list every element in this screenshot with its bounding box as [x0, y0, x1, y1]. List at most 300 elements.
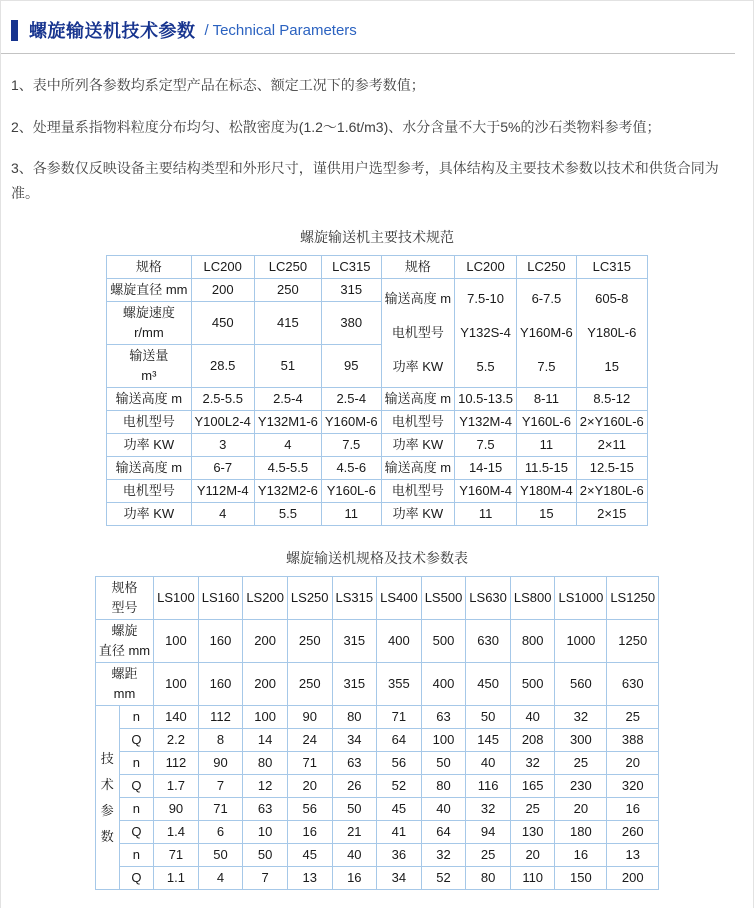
cell-line: 螺旋	[111, 623, 138, 638]
column-header	[607, 577, 659, 620]
cell-line: 355	[388, 676, 410, 691]
table-cell	[198, 706, 243, 729]
cell-line: 560	[570, 676, 592, 691]
cell-line: 250	[298, 633, 321, 648]
cell-line: 94	[480, 824, 496, 839]
table-cell	[198, 821, 243, 844]
sub-label	[119, 867, 153, 890]
cell-line: 技	[100, 750, 114, 766]
table-cell	[466, 620, 511, 663]
cell-line: 2.5-4	[273, 391, 303, 406]
table-row	[95, 729, 658, 752]
table-cell	[243, 844, 288, 867]
table-cell	[321, 434, 381, 457]
cell-line: 1250	[618, 633, 648, 648]
table-cell	[332, 821, 377, 844]
cell-line: 16	[302, 824, 317, 839]
cell-line: 26	[347, 778, 362, 793]
cell-line: 52	[391, 778, 407, 793]
table-cell	[576, 457, 647, 480]
table-cell	[466, 867, 511, 890]
cell-line: 电机型号	[122, 483, 175, 498]
table-cell	[576, 503, 647, 526]
cell-line: 功率 KW	[123, 437, 175, 452]
cell-line: 规格	[111, 580, 138, 595]
cell-line: 145	[477, 732, 499, 747]
cell-line: 50	[480, 709, 496, 724]
table-cell	[377, 752, 422, 775]
cell-line: 11	[344, 506, 359, 521]
cell-line: 165	[521, 778, 544, 793]
cell-line: 500	[521, 676, 544, 691]
table-cell	[455, 503, 517, 526]
cell-line: 4.5-6	[336, 460, 367, 475]
table-row	[107, 279, 648, 302]
table-cell	[455, 434, 517, 457]
cell-line: 450	[477, 676, 499, 691]
table-cell	[254, 434, 321, 457]
row-label	[107, 480, 191, 503]
cell-line: 64	[391, 732, 407, 747]
cell-line: 13	[302, 870, 317, 885]
row-label	[381, 388, 454, 411]
table-cell	[191, 388, 254, 411]
table-cell	[377, 706, 422, 729]
cell-line: 450	[211, 315, 234, 330]
cell-line: 64	[436, 824, 451, 839]
table-cell	[377, 620, 422, 663]
cell-line: 45	[391, 801, 407, 816]
table-cell	[555, 844, 607, 867]
note-item: 2、处理量系指物料粒度分布均匀、松散密度为(1.2～1.6t/m3)、水分含量不大于5%的沙石类物料参考值；	[11, 118, 661, 135]
table-cell	[321, 457, 381, 480]
table1-title: 螺旋输送机主要技术规范	[300, 229, 454, 245]
table-cell	[510, 798, 555, 821]
table-row	[107, 434, 648, 457]
params-table	[95, 576, 659, 890]
cell-line: 80	[480, 870, 496, 885]
cell-line: 40	[436, 801, 451, 816]
cell-line: Y180L-6	[587, 325, 637, 340]
cell-line: 16	[625, 801, 640, 816]
cell-line: 直径 mm	[98, 643, 151, 658]
cell-line: 15	[604, 359, 619, 374]
table-cell	[243, 752, 288, 775]
cell-line: 20	[302, 778, 317, 793]
table-cell	[466, 663, 511, 706]
table-cell	[555, 752, 607, 775]
cell-line: n	[132, 847, 141, 862]
table-cell	[154, 844, 199, 867]
column-header	[576, 256, 647, 279]
row-label	[381, 503, 454, 526]
cell-line: 71	[302, 755, 317, 770]
table-cell	[466, 729, 511, 752]
cell-line: 规格	[404, 259, 431, 274]
cell-line: 400	[432, 676, 455, 691]
table-cell	[576, 411, 647, 434]
table-cell	[321, 345, 381, 388]
row-label	[107, 503, 191, 526]
table-cell	[510, 752, 555, 775]
cell-line: 电机型号	[391, 325, 444, 340]
cell-line: 1.4	[166, 824, 185, 839]
cell-line: 110	[522, 870, 544, 885]
table-cell	[254, 345, 321, 388]
cell-line: 388	[621, 732, 644, 747]
cell-line: 5.5	[476, 359, 495, 374]
table-cell	[510, 844, 555, 867]
column-header	[510, 577, 555, 620]
row-label	[381, 434, 454, 457]
table-cell	[254, 457, 321, 480]
cell-line: 21	[347, 824, 362, 839]
cell-line: 100	[165, 676, 187, 691]
table-cell	[332, 706, 377, 729]
cell-line: 90	[302, 709, 317, 724]
cell-line: 112	[210, 709, 231, 724]
table-cell	[254, 302, 321, 345]
table-cell	[555, 663, 607, 706]
cell-line: 1.1	[166, 870, 185, 885]
cell-line: m³	[141, 368, 157, 383]
cell-line: Y180M-4	[520, 483, 573, 498]
cell-line: 25	[525, 801, 540, 816]
cell-line: 电机型号	[391, 483, 444, 498]
cell-line: 6	[216, 824, 225, 839]
table-cell	[243, 620, 288, 663]
table-cell	[154, 752, 199, 775]
cell-line: 63	[257, 801, 273, 816]
cell-line: 术	[100, 776, 114, 792]
cell-line: 100	[432, 732, 455, 747]
table-cell	[510, 663, 555, 706]
cell-line: Y160L-6	[326, 483, 376, 498]
table-cell	[421, 663, 466, 706]
cell-line: 1.7	[166, 778, 185, 793]
column-header	[381, 256, 454, 279]
cell-line: 2.5-5.5	[202, 391, 243, 406]
cell-line: 300	[570, 732, 592, 747]
table-cell	[191, 480, 254, 503]
table-cell	[421, 729, 466, 752]
column-header	[287, 577, 332, 620]
table-cell	[466, 775, 511, 798]
cell-line: 160	[209, 633, 232, 648]
cell-line: 415	[277, 315, 299, 330]
sub-label	[119, 729, 153, 752]
table-cell	[607, 752, 659, 775]
cell-line: 80	[436, 778, 451, 793]
cell-line: LS800	[513, 590, 552, 605]
table-cell	[287, 821, 332, 844]
column-header	[466, 577, 511, 620]
cell-line: 34	[347, 732, 362, 747]
table-cell	[198, 844, 243, 867]
cell-line: LS1000	[558, 590, 604, 605]
cell-line: LS200	[246, 590, 284, 605]
cell-line: LC200	[466, 259, 505, 274]
table-cell	[254, 480, 321, 503]
table-row	[95, 775, 658, 798]
cell-line: Y160M-4	[459, 483, 512, 498]
table-cell	[254, 503, 321, 526]
cell-line: 40	[347, 847, 362, 862]
table-cell	[154, 867, 199, 890]
table-cell	[455, 480, 517, 503]
table-cell	[377, 729, 422, 752]
cell-line: 输送量	[129, 348, 169, 363]
cell-line: LC315	[592, 259, 631, 274]
cell-line: Y160M-6	[520, 325, 573, 340]
cell-line: 40	[525, 709, 540, 724]
table-cell	[154, 620, 199, 663]
cell-line: 500	[432, 633, 455, 648]
table-cell	[154, 663, 199, 706]
cell-line: 2×Y160L-6	[579, 414, 644, 429]
cell-line: LC315	[332, 259, 371, 274]
cell-line: 800	[521, 633, 544, 648]
table-row	[95, 821, 658, 844]
cell-line: 13	[625, 847, 640, 862]
table-cell	[555, 798, 607, 821]
table-cell	[377, 821, 422, 844]
table-cell	[555, 620, 607, 663]
cell-line: 功率 KW	[392, 359, 444, 374]
cell-line: 50	[257, 847, 273, 862]
table-cell	[332, 752, 377, 775]
row-label	[107, 345, 191, 388]
column-header	[421, 577, 466, 620]
cell-line: 2×11	[597, 437, 626, 452]
cell-line: 11.5-15	[524, 460, 568, 475]
table-cell	[607, 775, 659, 798]
cell-line: 型号	[111, 600, 138, 615]
cell-line: 260	[621, 824, 644, 839]
table-row	[107, 256, 648, 279]
cell-line: LS160	[201, 590, 240, 605]
table-cell	[191, 457, 254, 480]
cell-line: LS100	[157, 590, 195, 605]
table-cell	[517, 388, 577, 411]
table-cell	[607, 620, 659, 663]
table-row	[95, 706, 658, 729]
table-cell	[321, 302, 381, 345]
table-cell	[154, 729, 199, 752]
cell-line: 7.5	[537, 359, 556, 374]
cell-line: 20	[525, 847, 540, 862]
table-cell	[198, 867, 243, 890]
table-cell	[421, 706, 466, 729]
cell-line: 380	[340, 315, 363, 330]
table-cell	[287, 752, 332, 775]
table-cell	[243, 867, 288, 890]
cell-line: Q	[131, 778, 142, 793]
row-label	[381, 411, 454, 434]
table-cell	[421, 752, 466, 775]
cell-line: LS315	[335, 590, 374, 605]
cell-line: 90	[213, 755, 228, 770]
cell-line: LC250	[527, 259, 566, 274]
cell-line: 250	[277, 282, 299, 297]
column-header	[517, 256, 577, 279]
cell-line: 71	[391, 709, 407, 724]
cell-line: 螺距	[111, 666, 138, 681]
table-cell	[555, 821, 607, 844]
cell-line: 605-8	[595, 291, 629, 306]
table-cell	[510, 867, 555, 890]
table-cell	[576, 388, 647, 411]
cell-line: 32	[480, 801, 496, 816]
cell-line: 7	[216, 778, 225, 793]
table-cell	[421, 867, 466, 890]
cell-line: 6-7	[213, 460, 233, 475]
row-label	[381, 480, 454, 503]
table-cell	[455, 388, 517, 411]
table-cell	[421, 775, 466, 798]
column-header	[154, 577, 199, 620]
cell-line: 10.5-13.5	[458, 391, 514, 406]
cell-line: 功率 KW	[392, 437, 444, 452]
table-cell	[254, 411, 321, 434]
page-header	[1, 13, 753, 53]
cell-line: 130	[521, 824, 544, 839]
table-cell	[510, 775, 555, 798]
cell-line: 40	[480, 755, 496, 770]
cell-line: 630	[477, 633, 499, 648]
row-label	[381, 279, 454, 388]
cell-line: 25	[625, 709, 640, 724]
table-row	[95, 577, 658, 620]
column-header	[198, 577, 243, 620]
cell-line: 25	[480, 847, 496, 862]
table-cell	[191, 503, 254, 526]
cell-line: LC250	[268, 259, 308, 274]
cell-line: 50	[347, 801, 362, 816]
column-header	[243, 577, 288, 620]
cell-line: 116	[477, 778, 499, 793]
cell-line: 4	[219, 506, 227, 521]
table-cell	[517, 411, 577, 434]
cell-line: 52	[436, 870, 451, 885]
row-label	[95, 663, 153, 706]
cell-line: 315	[343, 676, 366, 691]
cell-line: Q	[131, 870, 142, 885]
table-cell	[510, 729, 555, 752]
table-row	[107, 388, 648, 411]
table-cell	[154, 775, 199, 798]
accent-bar	[11, 20, 18, 41]
cell-line: 7.5	[476, 437, 495, 452]
cell-line: 12.5-15	[589, 460, 634, 475]
cell-line: LS1250	[610, 590, 656, 605]
cell-line: LS630	[469, 590, 507, 605]
sub-label	[119, 775, 153, 798]
table-cell	[198, 752, 243, 775]
cell-line: 56	[391, 755, 407, 770]
table-cell	[510, 620, 555, 663]
row-label	[95, 706, 119, 890]
row-label	[95, 620, 153, 663]
table-cell	[517, 480, 577, 503]
note-item: 1、表中所列各参数均系定型产品在标态、额定工况下的参考数值；	[11, 77, 425, 93]
column-header	[555, 577, 607, 620]
cell-line: 320	[621, 778, 644, 793]
cell-line: 95	[344, 358, 359, 373]
cell-line: 2.5-4	[336, 391, 367, 406]
cell-line: 32	[573, 709, 589, 724]
cell-line: r/mm	[134, 325, 164, 340]
table-cell	[154, 821, 199, 844]
cell-line: 200	[211, 282, 234, 297]
cell-line: Y132M1-6	[257, 414, 318, 429]
table-cell	[332, 867, 377, 890]
cell-line: Y160L-6	[521, 414, 571, 429]
table-cell	[455, 457, 517, 480]
table-cell	[517, 279, 577, 388]
table-cell	[455, 411, 517, 434]
table-cell	[377, 663, 422, 706]
table-cell	[191, 434, 254, 457]
cell-line: 11	[478, 506, 493, 521]
table-cell	[555, 706, 607, 729]
table-cell	[321, 279, 381, 302]
cell-line: 16	[347, 870, 362, 885]
row-label	[107, 457, 191, 480]
row-label	[107, 411, 191, 434]
table-cell	[455, 279, 517, 388]
cell-line: Y100L2-4	[194, 414, 251, 429]
table-cell	[421, 844, 466, 867]
table-row	[107, 411, 648, 434]
table-cell	[254, 388, 321, 411]
cell-line: 4	[284, 437, 292, 452]
cell-line: 400	[388, 633, 410, 648]
table-cell	[576, 434, 647, 457]
cell-line: 150	[570, 870, 592, 885]
cell-line: Y132M-4	[459, 414, 512, 429]
table-row	[95, 752, 658, 775]
sub-label	[119, 844, 153, 867]
sub-label	[119, 752, 153, 775]
table-cell	[154, 798, 199, 821]
table-cell	[607, 844, 659, 867]
cell-line: 140	[165, 709, 187, 724]
sub-label	[119, 706, 153, 729]
table-cell	[287, 706, 332, 729]
cell-line: 7.5-10	[467, 291, 504, 306]
table-cell	[191, 279, 254, 302]
cell-line: 6-7.5	[531, 291, 562, 306]
cell-line: 螺旋速度	[122, 305, 175, 320]
cell-line: 20	[625, 755, 640, 770]
sub-label	[119, 798, 153, 821]
cell-line: 315	[343, 633, 366, 648]
cell-line: 2.2	[166, 732, 185, 747]
table-cell	[254, 279, 321, 302]
cell-line: 25	[573, 755, 589, 770]
table-cell	[377, 867, 422, 890]
table-cell	[287, 844, 332, 867]
table-cell	[607, 729, 659, 752]
cell-line: n	[132, 709, 141, 724]
cell-line: 8	[216, 732, 225, 747]
cell-line: 71	[168, 847, 184, 862]
cell-line: 80	[347, 709, 362, 724]
cell-line: 200	[254, 633, 276, 648]
table-cell	[332, 844, 377, 867]
table-cell	[377, 798, 422, 821]
